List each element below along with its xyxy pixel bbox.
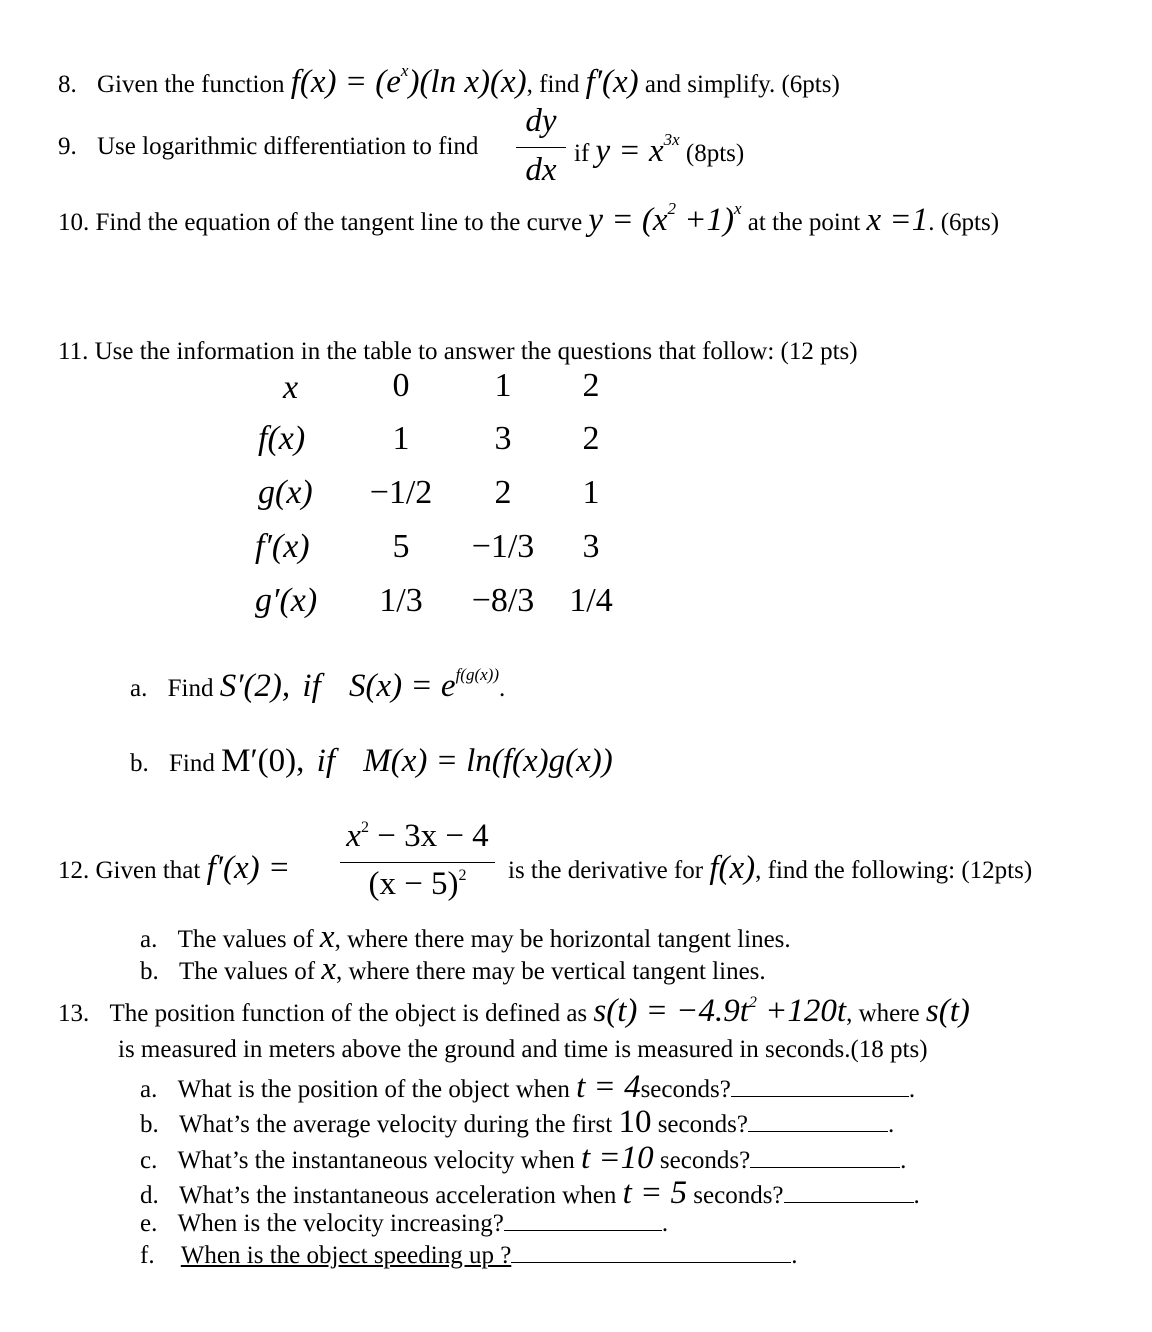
part-text: When is the object speeding up ? bbox=[180, 1242, 512, 1269]
part-text: What’s the instantaneous velocity when bbox=[177, 1147, 575, 1174]
q9-if: if bbox=[574, 140, 590, 167]
table-cell: 3 bbox=[494, 420, 512, 457]
part-text: seconds? bbox=[640, 1076, 731, 1103]
answer-blank[interactable] bbox=[504, 1208, 662, 1231]
q8-number: 8. bbox=[58, 71, 77, 98]
q13-line1 bbox=[58, 993, 970, 1030]
q9-fraction-denominator: dx bbox=[525, 152, 557, 188]
part-text: , where there may be vertical tangent lines. bbox=[335, 958, 766, 985]
table-row-label: f′(x) bbox=[255, 528, 310, 565]
q12-lead-line bbox=[58, 850, 290, 887]
table-cell: 3 bbox=[582, 528, 600, 565]
answer-blank[interactable] bbox=[748, 1109, 888, 1132]
q8-derivative: f′(x) bbox=[585, 64, 639, 100]
part-find: Find bbox=[167, 675, 214, 702]
table-cell: −8/3 bbox=[471, 582, 535, 619]
answer-blank[interactable] bbox=[731, 1074, 909, 1097]
table-header-label: x bbox=[283, 369, 299, 406]
q13-number: 13. bbox=[58, 1000, 90, 1027]
period: . bbox=[913, 1182, 920, 1209]
q12-part-b bbox=[140, 951, 766, 988]
part-letter: c. bbox=[140, 1147, 158, 1174]
period: . bbox=[661, 1210, 669, 1237]
q11-part-b bbox=[130, 743, 613, 780]
table-row-label: f(x) bbox=[258, 420, 306, 457]
period: . bbox=[900, 1147, 907, 1174]
part-text: When is the velocity increasing? bbox=[177, 1210, 504, 1237]
q9-fraction-numerator: dy bbox=[525, 103, 557, 139]
table-header-value: 0 bbox=[392, 367, 410, 404]
table-header-value: 1 bbox=[494, 367, 512, 404]
part-math: t = 4 bbox=[576, 1069, 641, 1105]
table-cell: 1 bbox=[392, 420, 410, 457]
q13-part-e bbox=[140, 1208, 668, 1238]
part-letter: a. bbox=[140, 926, 158, 953]
q13-part-a bbox=[140, 1069, 915, 1106]
q13-part-c bbox=[140, 1140, 906, 1177]
q9-condition-line bbox=[574, 130, 745, 170]
q8-expression: $f(x) = (e^x)(\ln$ x)(x) bbox=[290, 61, 527, 100]
q11-intro: 11. Use the information in the table to answer the questions that follow: (12 pts) bbox=[58, 338, 858, 365]
part-math: t =10 bbox=[580, 1140, 654, 1176]
part-letter: d. bbox=[140, 1182, 159, 1209]
part-text: What is the position of the object when bbox=[177, 1076, 570, 1103]
part-letter: b. bbox=[140, 958, 159, 985]
q12-lhs: f′(x) = bbox=[206, 850, 291, 886]
q9-number: 9. bbox=[58, 133, 77, 160]
part-letter: b. bbox=[140, 1111, 159, 1138]
q12-mid: is the derivative for bbox=[508, 857, 704, 884]
part-letter: a. bbox=[140, 1076, 158, 1103]
q9-lead-line bbox=[58, 133, 478, 161]
q10-mid: at the point bbox=[747, 209, 861, 236]
q12-numerator: $x^2 - 3x - 4$ bbox=[346, 818, 489, 854]
part-if: if bbox=[302, 668, 321, 704]
q12-tail: , find the following: (12pts) bbox=[755, 857, 1033, 884]
q10-expression: $y = (x^2 +1)^x$ bbox=[588, 199, 742, 238]
part-end: . bbox=[498, 675, 506, 702]
table-cell: 2 bbox=[582, 420, 600, 457]
q9-fraction-bar bbox=[516, 147, 566, 148]
table-cell: 1/4 bbox=[569, 582, 613, 619]
part-target: M′(0), bbox=[221, 743, 305, 779]
part-find: Find bbox=[169, 750, 215, 777]
part-letter: b. bbox=[130, 750, 149, 777]
table-cell: 1 bbox=[582, 474, 600, 511]
part-variable: x bbox=[319, 919, 335, 955]
q12-fx: f(x) bbox=[709, 850, 756, 886]
q8-mid: , find bbox=[526, 71, 580, 98]
q11-part-a bbox=[130, 665, 506, 705]
q13-st: s(t) bbox=[925, 993, 970, 1029]
part-expression: $S(x) = e^{f(g(x))}$ bbox=[349, 665, 499, 704]
q8-line bbox=[58, 61, 840, 101]
period: . bbox=[887, 1111, 895, 1138]
q10-point: x =1 bbox=[866, 202, 929, 238]
answer-blank[interactable] bbox=[750, 1145, 900, 1168]
table-cell: 5 bbox=[392, 528, 410, 565]
q10-line bbox=[58, 199, 1000, 239]
part-math: t = 5 bbox=[622, 1175, 688, 1211]
table-header-value: 2 bbox=[582, 367, 600, 404]
part-target: S′(2), bbox=[219, 668, 291, 704]
part-letter: e. bbox=[140, 1210, 158, 1237]
q8-tail: and simplify. (6pts) bbox=[644, 71, 840, 98]
q12-lead: 12. Given that bbox=[58, 857, 201, 884]
part-text: seconds? bbox=[693, 1182, 784, 1209]
q10-number: 10. bbox=[58, 209, 90, 236]
part-text: What’s the instantaneous acceleration when bbox=[179, 1182, 617, 1209]
part-text: The values of bbox=[179, 958, 316, 985]
table-cell: −1/3 bbox=[471, 528, 535, 565]
q9-expression: $y = x^{3x}$ bbox=[595, 130, 680, 169]
part-math: 10 bbox=[618, 1104, 652, 1140]
table-row-label: g′(x) bbox=[255, 582, 318, 619]
part-text: The values of bbox=[177, 926, 314, 953]
answer-blank[interactable] bbox=[784, 1180, 914, 1203]
part-letter: f. bbox=[140, 1242, 155, 1269]
part-text: seconds? bbox=[657, 1111, 748, 1138]
q13-part-d bbox=[140, 1175, 920, 1212]
q9-lead: Use logarithmic differentiation to find bbox=[97, 133, 479, 160]
period: . bbox=[908, 1076, 916, 1103]
q8-lead: Given the function bbox=[97, 71, 285, 98]
part-if: if bbox=[316, 743, 335, 779]
table-cell: 2 bbox=[494, 474, 512, 511]
part-text: , where there may be horizontal tangent lines. bbox=[334, 926, 791, 953]
q10-lead: Find the equation of the tangent line to the curve bbox=[95, 209, 583, 236]
q13-line2: is measured in meters above the ground and time is measured in seconds.(18 pts) bbox=[118, 1036, 928, 1063]
answer-blank[interactable] bbox=[511, 1240, 791, 1263]
q12-fraction-bar bbox=[340, 862, 495, 863]
q13-part-b bbox=[140, 1104, 894, 1141]
part-letter: a. bbox=[130, 675, 148, 702]
period: . bbox=[791, 1242, 798, 1269]
q13-mid: , where bbox=[846, 1000, 920, 1027]
q13-expression: $s(t) = -4.9t^2 +120t$ bbox=[593, 993, 847, 1029]
table-row-label: g(x) bbox=[258, 474, 313, 511]
q13-part-f bbox=[140, 1240, 798, 1270]
part-variable: x bbox=[321, 951, 336, 987]
q12-tail-line bbox=[508, 850, 1032, 887]
q10-tail: . (6pts) bbox=[928, 209, 1000, 236]
part-text: seconds? bbox=[659, 1147, 751, 1174]
q12-denominator: $(x - 5)^2$ bbox=[368, 866, 467, 902]
q9-points: (8pts) bbox=[685, 140, 745, 167]
table-cell: 1/3 bbox=[379, 582, 423, 619]
part-text: What’s the average velocity during the first bbox=[179, 1111, 613, 1138]
part-expression: M(x) = ln(f(x)g(x)) bbox=[363, 743, 613, 779]
table-cell: −1/2 bbox=[369, 474, 433, 511]
q13-lead: The position function of the object is defined as bbox=[109, 1000, 588, 1027]
